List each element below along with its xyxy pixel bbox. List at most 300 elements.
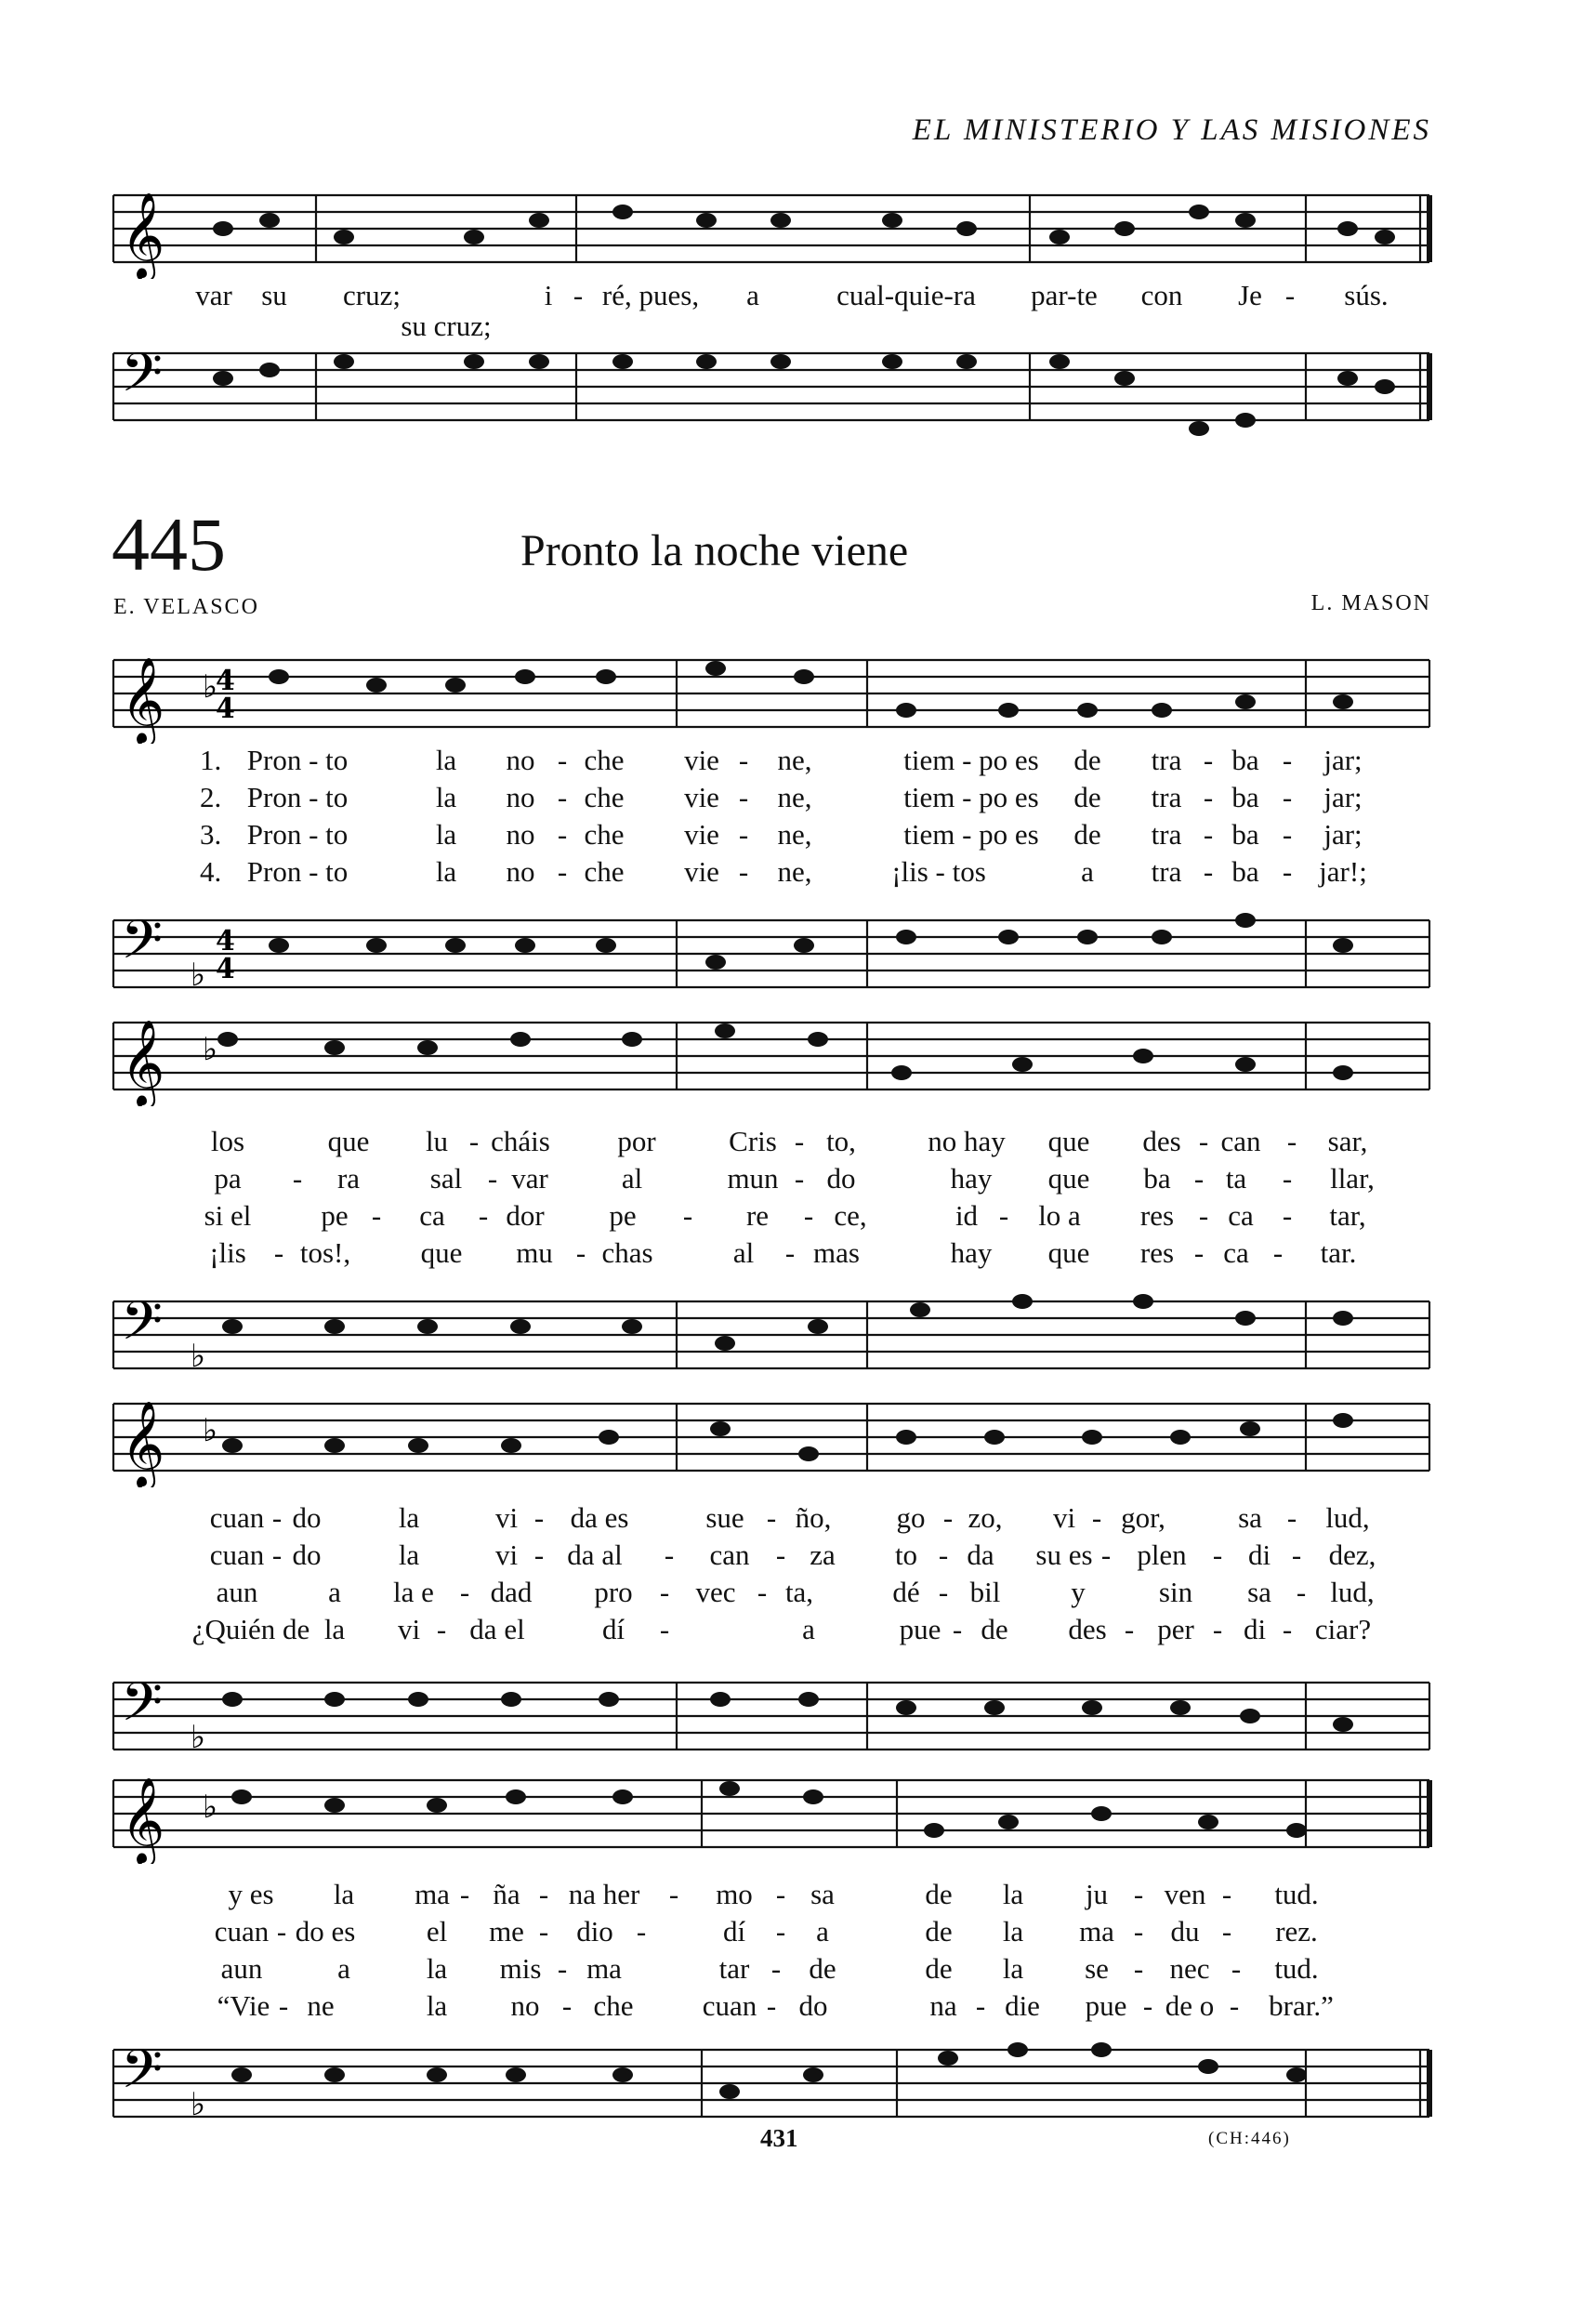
lyric: de bbox=[1073, 818, 1101, 851]
lyric: - bbox=[271, 1538, 283, 1571]
lyric: no bbox=[510, 1989, 540, 2022]
lyric: vie bbox=[684, 818, 719, 851]
lyric: - bbox=[575, 1236, 586, 1269]
lyric: - bbox=[478, 1199, 489, 1232]
lyric: que bbox=[1047, 1125, 1090, 1157]
lyric: sin bbox=[1158, 1576, 1193, 1608]
lyric: me bbox=[489, 1915, 524, 1948]
lyric: - bbox=[538, 1915, 549, 1948]
system-4-verse-4 bbox=[0, 1989, 1580, 2027]
lyric: ciar? bbox=[1314, 1613, 1372, 1645]
lyric: ce, bbox=[834, 1199, 867, 1232]
lyric: jar; bbox=[1323, 781, 1363, 813]
lyric: la bbox=[435, 818, 457, 851]
lyric: aun bbox=[220, 1952, 263, 1985]
svg-text:𝄞: 𝄞 bbox=[121, 1776, 165, 1863]
verse-number: 1. bbox=[200, 744, 222, 776]
lyric: tar, bbox=[1329, 1199, 1366, 1232]
svg-text:4: 4 bbox=[216, 693, 235, 725]
lyric: - bbox=[794, 1162, 805, 1195]
lyric: jar!; bbox=[1319, 855, 1367, 888]
lyric: la bbox=[398, 1501, 420, 1534]
lyric: - bbox=[938, 1576, 949, 1608]
lyric: hay bbox=[950, 1236, 993, 1269]
lyric: ¡lis - tos bbox=[891, 855, 986, 888]
lyric: cuan bbox=[209, 1538, 265, 1571]
lyric: - bbox=[1193, 1236, 1205, 1269]
lyric: - bbox=[1282, 818, 1293, 851]
lyric: can bbox=[1220, 1125, 1261, 1157]
lyric: - bbox=[938, 1538, 949, 1571]
lyric: - bbox=[459, 1576, 470, 1608]
lyric: pue bbox=[1085, 1989, 1127, 2022]
lyric: y es bbox=[228, 1878, 274, 1910]
lyric: - bbox=[682, 1199, 693, 1232]
lyric: los bbox=[210, 1125, 245, 1157]
hymn-reference: (CH:446) bbox=[1208, 2129, 1291, 2148]
lyric: - bbox=[1133, 1878, 1144, 1910]
lyric: su cruz; bbox=[401, 310, 492, 342]
svg-text:♭: ♭ bbox=[191, 2086, 206, 2123]
verse-number: 4. bbox=[200, 855, 222, 888]
lyric: ño, bbox=[795, 1501, 832, 1534]
lyric: - bbox=[775, 1915, 786, 1948]
lyric: su bbox=[261, 279, 287, 311]
lyric: no bbox=[506, 781, 535, 813]
lyric: var bbox=[195, 279, 232, 311]
lyric: do bbox=[798, 1989, 828, 2022]
lyric: su es bbox=[1035, 1538, 1093, 1571]
lyric: tra bbox=[1151, 744, 1182, 776]
lyric: - bbox=[757, 1576, 768, 1608]
lyric: ta bbox=[1225, 1162, 1247, 1195]
verse-number: 3. bbox=[200, 818, 222, 851]
lyric: - bbox=[468, 1125, 480, 1157]
lyric: ven bbox=[1164, 1878, 1206, 1910]
lyric: - bbox=[1286, 1501, 1297, 1534]
lyric: hay bbox=[950, 1162, 993, 1195]
lyric: vec bbox=[695, 1576, 736, 1608]
lyric: za bbox=[810, 1538, 836, 1571]
lyric: do bbox=[292, 1538, 322, 1571]
lyric: tiem - po es bbox=[903, 781, 1039, 813]
svg-text:♭: ♭ bbox=[203, 1412, 218, 1449]
lyric: - bbox=[278, 1989, 289, 2022]
lyric: - bbox=[557, 1952, 568, 1985]
lyric: chas bbox=[601, 1236, 653, 1269]
lyric: di bbox=[1243, 1613, 1267, 1645]
lyric: ne bbox=[307, 1989, 335, 2022]
lyric: Je bbox=[1238, 279, 1262, 311]
lyric: con bbox=[1140, 279, 1183, 311]
page-number: 431 bbox=[760, 2124, 798, 2152]
lyric: - bbox=[1282, 1199, 1293, 1232]
lyric: che bbox=[584, 855, 625, 888]
lyric: mo bbox=[716, 1878, 753, 1910]
lyric: la bbox=[426, 1952, 448, 1985]
section-header: EL MINISTERIO Y LAS MISIONES bbox=[912, 113, 1431, 147]
lyric: de bbox=[809, 1952, 836, 1985]
lyric: sue bbox=[705, 1501, 744, 1534]
lyric: - bbox=[664, 1538, 675, 1571]
lyric: de o bbox=[1165, 1989, 1215, 2022]
lyric: ju bbox=[1085, 1878, 1109, 1910]
lyric: a bbox=[802, 1613, 815, 1645]
lyric: dí bbox=[722, 1915, 746, 1948]
lyric: - bbox=[975, 1989, 986, 2022]
lyric: - bbox=[659, 1576, 670, 1608]
svg-text:𝄢: 𝄢 bbox=[121, 1670, 164, 1747]
lyric: - bbox=[487, 1162, 498, 1195]
svg-text:♭: ♭ bbox=[203, 1789, 218, 1826]
lyric: - bbox=[659, 1613, 670, 1645]
lyric: no bbox=[506, 744, 535, 776]
svg-text:♭: ♭ bbox=[191, 1338, 206, 1375]
lyric: - bbox=[784, 1236, 796, 1269]
svg-text:♭: ♭ bbox=[203, 1031, 218, 1068]
lyric: che bbox=[584, 744, 625, 776]
lyric: ne, bbox=[777, 781, 812, 813]
lyric: - bbox=[803, 1199, 814, 1232]
lyric: - bbox=[573, 279, 584, 311]
svg-text:𝄢: 𝄢 bbox=[121, 2038, 164, 2114]
lyric: - bbox=[273, 1236, 284, 1269]
lyric: ma bbox=[1079, 1915, 1114, 1948]
lyric: la bbox=[323, 1613, 346, 1645]
system-2-bass-staff bbox=[0, 1283, 1580, 1385]
lyric: - bbox=[292, 1162, 303, 1195]
lyric: - bbox=[952, 1613, 963, 1645]
lyric: ba bbox=[1231, 818, 1259, 851]
lyric: dé bbox=[892, 1576, 920, 1608]
lyric: dor bbox=[506, 1199, 545, 1232]
hymn-number: 445 bbox=[112, 502, 226, 587]
system-1-verse-2 bbox=[0, 781, 1580, 818]
lyric: - bbox=[738, 855, 749, 888]
lyric: ¿Quién de bbox=[191, 1613, 310, 1645]
author: E. VELASCO bbox=[113, 595, 259, 619]
lyric: plen bbox=[1137, 1538, 1187, 1571]
lyric: tud. bbox=[1274, 1878, 1319, 1910]
lyric: dí bbox=[601, 1613, 625, 1645]
lyric: ¡lis bbox=[209, 1236, 246, 1269]
system-2-treble-staff bbox=[0, 1004, 1580, 1106]
lyric: da bbox=[967, 1538, 994, 1571]
lyric: - bbox=[766, 1501, 777, 1534]
system-1-verse-4 bbox=[0, 855, 1580, 892]
system-4-verse-1 bbox=[0, 1878, 1580, 1915]
lyric: na bbox=[929, 1989, 957, 2022]
lyric: - bbox=[668, 1878, 679, 1910]
lyric: to bbox=[894, 1538, 918, 1571]
lyric: des bbox=[1068, 1613, 1107, 1645]
lyric: can bbox=[709, 1538, 750, 1571]
lyric: tos!, bbox=[299, 1236, 351, 1269]
lyric: bil bbox=[969, 1576, 1001, 1608]
svg-text:4: 4 bbox=[216, 953, 235, 985]
lyric: - bbox=[1231, 1952, 1242, 1985]
lyric: la bbox=[435, 855, 457, 888]
lyric: jar; bbox=[1323, 818, 1363, 851]
lyric: che bbox=[584, 818, 625, 851]
lyric: - bbox=[557, 855, 568, 888]
lyric: de bbox=[925, 1878, 953, 1910]
lyric: no bbox=[506, 818, 535, 851]
lyric: pue bbox=[899, 1613, 941, 1645]
hymn-title: Pronto la noche viene bbox=[520, 526, 909, 575]
lyric: dad bbox=[490, 1576, 533, 1608]
lyric: lu bbox=[425, 1125, 449, 1157]
lyric: de bbox=[1073, 781, 1101, 813]
lyric: dio bbox=[576, 1915, 613, 1948]
lyric: - bbox=[942, 1501, 954, 1534]
lyric: la bbox=[1002, 1915, 1024, 1948]
lyric: pe bbox=[609, 1199, 637, 1232]
lyric: - bbox=[1212, 1538, 1223, 1571]
lyric: cruz; bbox=[343, 279, 401, 311]
svg-text:𝄞: 𝄞 bbox=[121, 1400, 165, 1486]
lyric: que bbox=[1047, 1236, 1090, 1269]
svg-text:𝄞: 𝄞 bbox=[121, 191, 165, 278]
lyric: ne, bbox=[777, 855, 812, 888]
lyric: pa bbox=[214, 1162, 242, 1195]
lyric: do es bbox=[295, 1915, 356, 1948]
lyric: du bbox=[1170, 1915, 1200, 1948]
lyric: Pron - to bbox=[246, 744, 349, 776]
lyric: lo a bbox=[1038, 1199, 1081, 1232]
lyric: vie bbox=[684, 781, 719, 813]
lyric: a bbox=[328, 1576, 341, 1608]
lyric: die bbox=[1005, 1989, 1040, 2022]
previous-hymn-bass-staff bbox=[0, 335, 1580, 456]
system-4-verse-2 bbox=[0, 1915, 1580, 1952]
lyric: tiem - po es bbox=[903, 744, 1039, 776]
system-3-treble-staff bbox=[0, 1385, 1580, 1487]
lyric: sús. bbox=[1344, 279, 1389, 311]
lyric: al bbox=[732, 1236, 755, 1269]
lyric: sa bbox=[810, 1878, 835, 1910]
lyric: - bbox=[1282, 1162, 1293, 1195]
lyric: la bbox=[426, 1989, 448, 2022]
lyric: - bbox=[998, 1199, 1009, 1232]
lyric: - bbox=[557, 781, 568, 813]
lyric: - bbox=[1198, 1199, 1209, 1232]
lyric: - bbox=[1272, 1236, 1284, 1269]
lyric: - bbox=[770, 1952, 782, 1985]
lyric: - bbox=[1282, 781, 1293, 813]
lyric: da al bbox=[567, 1538, 623, 1571]
lyric: “Vie bbox=[217, 1989, 270, 2022]
lyric: - bbox=[1282, 1613, 1293, 1645]
lyric: - bbox=[738, 744, 749, 776]
lyric: mu bbox=[516, 1236, 553, 1269]
lyric: pe bbox=[321, 1199, 349, 1232]
lyric: vie bbox=[684, 855, 719, 888]
lyric: - bbox=[1203, 744, 1214, 776]
lyric: vi bbox=[397, 1613, 421, 1645]
lyric: no hay bbox=[928, 1125, 1006, 1157]
lyric: ña bbox=[493, 1878, 520, 1910]
lyric: - bbox=[1291, 1538, 1302, 1571]
lyric: - bbox=[557, 744, 568, 776]
system-4-treble-staff bbox=[0, 1762, 1580, 1864]
system-4-verse-3 bbox=[0, 1952, 1580, 1989]
lyric: ré, pues, bbox=[601, 279, 700, 311]
lyric: - bbox=[1124, 1613, 1135, 1645]
lyric: nec bbox=[1169, 1952, 1210, 1985]
lyric: Pron - to bbox=[246, 818, 349, 851]
lyric: sal bbox=[429, 1162, 463, 1195]
lyric: - bbox=[766, 1989, 777, 2022]
system-2-verse-3 bbox=[0, 1199, 1580, 1236]
lyric: la bbox=[1002, 1952, 1024, 1985]
lyric: cháis bbox=[491, 1125, 550, 1157]
lyric: se bbox=[1085, 1952, 1109, 1985]
lyric: la bbox=[435, 744, 457, 776]
lyric: ta, bbox=[784, 1576, 814, 1608]
lyric: Cris bbox=[729, 1125, 777, 1157]
lyric: - bbox=[533, 1501, 545, 1534]
lyric: tra bbox=[1151, 855, 1182, 888]
lyric: aun bbox=[216, 1576, 258, 1608]
lyric: - bbox=[738, 818, 749, 851]
previous-hymn-treble-staff bbox=[0, 177, 1580, 279]
lyric: lud, bbox=[1325, 1501, 1370, 1534]
lyric: vi bbox=[1052, 1501, 1076, 1534]
lyric: mas bbox=[813, 1236, 860, 1269]
system-4-bass-staff bbox=[0, 2031, 1580, 2133]
lyric: ba bbox=[1231, 744, 1259, 776]
lyric: var bbox=[511, 1162, 548, 1195]
lyric: che bbox=[584, 781, 625, 813]
lyric: da es bbox=[570, 1501, 629, 1534]
lyric: - bbox=[561, 1989, 573, 2022]
lyric: que bbox=[420, 1236, 463, 1269]
lyric: gor, bbox=[1121, 1501, 1165, 1534]
lyric: - bbox=[1100, 1538, 1112, 1571]
lyric: tiem - po es bbox=[903, 818, 1039, 851]
lyric: des bbox=[1142, 1125, 1181, 1157]
lyric: - bbox=[276, 1915, 287, 1948]
lyric: - bbox=[1282, 744, 1293, 776]
system-1-verse-3 bbox=[0, 818, 1580, 855]
system-2-verse-4 bbox=[0, 1236, 1580, 1274]
system-2-verse-1 bbox=[0, 1125, 1580, 1162]
lyric: tar bbox=[718, 1952, 750, 1985]
lyric: llar, bbox=[1330, 1162, 1375, 1195]
lyric: - bbox=[271, 1501, 283, 1534]
lyric: - bbox=[436, 1613, 447, 1645]
svg-text:𝄢: 𝄢 bbox=[121, 1289, 164, 1366]
lyric: dez, bbox=[1328, 1538, 1376, 1571]
lyric: da el bbox=[469, 1613, 525, 1645]
lyric: - bbox=[1198, 1125, 1209, 1157]
lyric: per bbox=[1157, 1613, 1194, 1645]
lyric: par-te bbox=[1031, 279, 1098, 311]
lyric: cuan bbox=[214, 1915, 270, 1948]
lyric: a bbox=[1081, 855, 1094, 888]
lyric: tud. bbox=[1274, 1952, 1319, 1985]
lyric: ne, bbox=[777, 818, 812, 851]
verse-number: 2. bbox=[200, 781, 222, 813]
system-3-verse-3 bbox=[0, 1576, 1580, 1613]
lyric: res bbox=[1139, 1199, 1175, 1232]
lyric: - bbox=[1142, 1989, 1153, 2022]
lyric: - bbox=[557, 818, 568, 851]
lyric: ba bbox=[1231, 855, 1259, 888]
lyric: to, bbox=[826, 1125, 856, 1157]
system-3-verse-1 bbox=[0, 1501, 1580, 1538]
lyric: - bbox=[1286, 1125, 1297, 1157]
lyric: Pron - to bbox=[246, 855, 349, 888]
lyric: de bbox=[925, 1952, 953, 1985]
lyric: que bbox=[1047, 1162, 1090, 1195]
lyric: do bbox=[826, 1162, 856, 1195]
system-1-bass-staff bbox=[0, 902, 1580, 1004]
lyric: cual-quie-ra bbox=[836, 279, 976, 311]
lyric: jar; bbox=[1323, 744, 1363, 776]
svg-text:4: 4 bbox=[216, 665, 235, 697]
lyric: a bbox=[816, 1915, 829, 1948]
lyric: vi bbox=[494, 1538, 519, 1571]
svg-text:♭: ♭ bbox=[203, 668, 218, 706]
lyric: - bbox=[636, 1915, 647, 1948]
lyric: Pron - to bbox=[246, 781, 349, 813]
system-1-treble-staff bbox=[0, 641, 1580, 744]
lyric: la bbox=[398, 1538, 420, 1571]
lyric: brar.” bbox=[1269, 1989, 1334, 2022]
lyric: ca bbox=[419, 1199, 445, 1232]
lyric: la bbox=[333, 1878, 355, 1910]
lyric: vie bbox=[684, 744, 719, 776]
lyric: - bbox=[794, 1125, 805, 1157]
lyric: lud, bbox=[1330, 1576, 1375, 1608]
lyric: la bbox=[1002, 1878, 1024, 1910]
lyric: che bbox=[593, 1989, 634, 2022]
lyric: - bbox=[1203, 855, 1214, 888]
system-1-verse-1 bbox=[0, 744, 1580, 781]
lyric: ca bbox=[1228, 1199, 1254, 1232]
lyric: cuan bbox=[209, 1501, 265, 1534]
lyric: ma bbox=[586, 1952, 622, 1985]
lyric: - bbox=[1193, 1162, 1205, 1195]
lyric: a bbox=[746, 279, 759, 311]
lyric: la e bbox=[393, 1576, 434, 1608]
lyric: i bbox=[544, 279, 553, 311]
lyric: - bbox=[1091, 1501, 1102, 1534]
lyric: - bbox=[1212, 1613, 1223, 1645]
lyric: res bbox=[1139, 1236, 1175, 1269]
lyric: la bbox=[435, 781, 457, 813]
svg-text:♭: ♭ bbox=[191, 1719, 206, 1756]
lyric: go bbox=[896, 1501, 926, 1534]
lyric: ma bbox=[415, 1878, 450, 1910]
lyric: - bbox=[1296, 1576, 1307, 1608]
lyric: zo, bbox=[968, 1501, 1003, 1534]
lyric: id bbox=[955, 1199, 979, 1232]
composer: L. MASON bbox=[1310, 591, 1431, 615]
svg-text:♭: ♭ bbox=[191, 957, 206, 994]
lyric: de bbox=[925, 1915, 953, 1948]
lyric: - bbox=[775, 1538, 786, 1571]
lyric: - bbox=[738, 781, 749, 813]
lyric: - bbox=[1221, 1915, 1232, 1948]
lyric: el bbox=[426, 1915, 448, 1948]
lyric: que bbox=[327, 1125, 370, 1157]
lyric: cuan bbox=[702, 1989, 757, 2022]
lyric: sa bbox=[1238, 1501, 1262, 1534]
system-3-bass-staff bbox=[0, 1664, 1580, 1766]
